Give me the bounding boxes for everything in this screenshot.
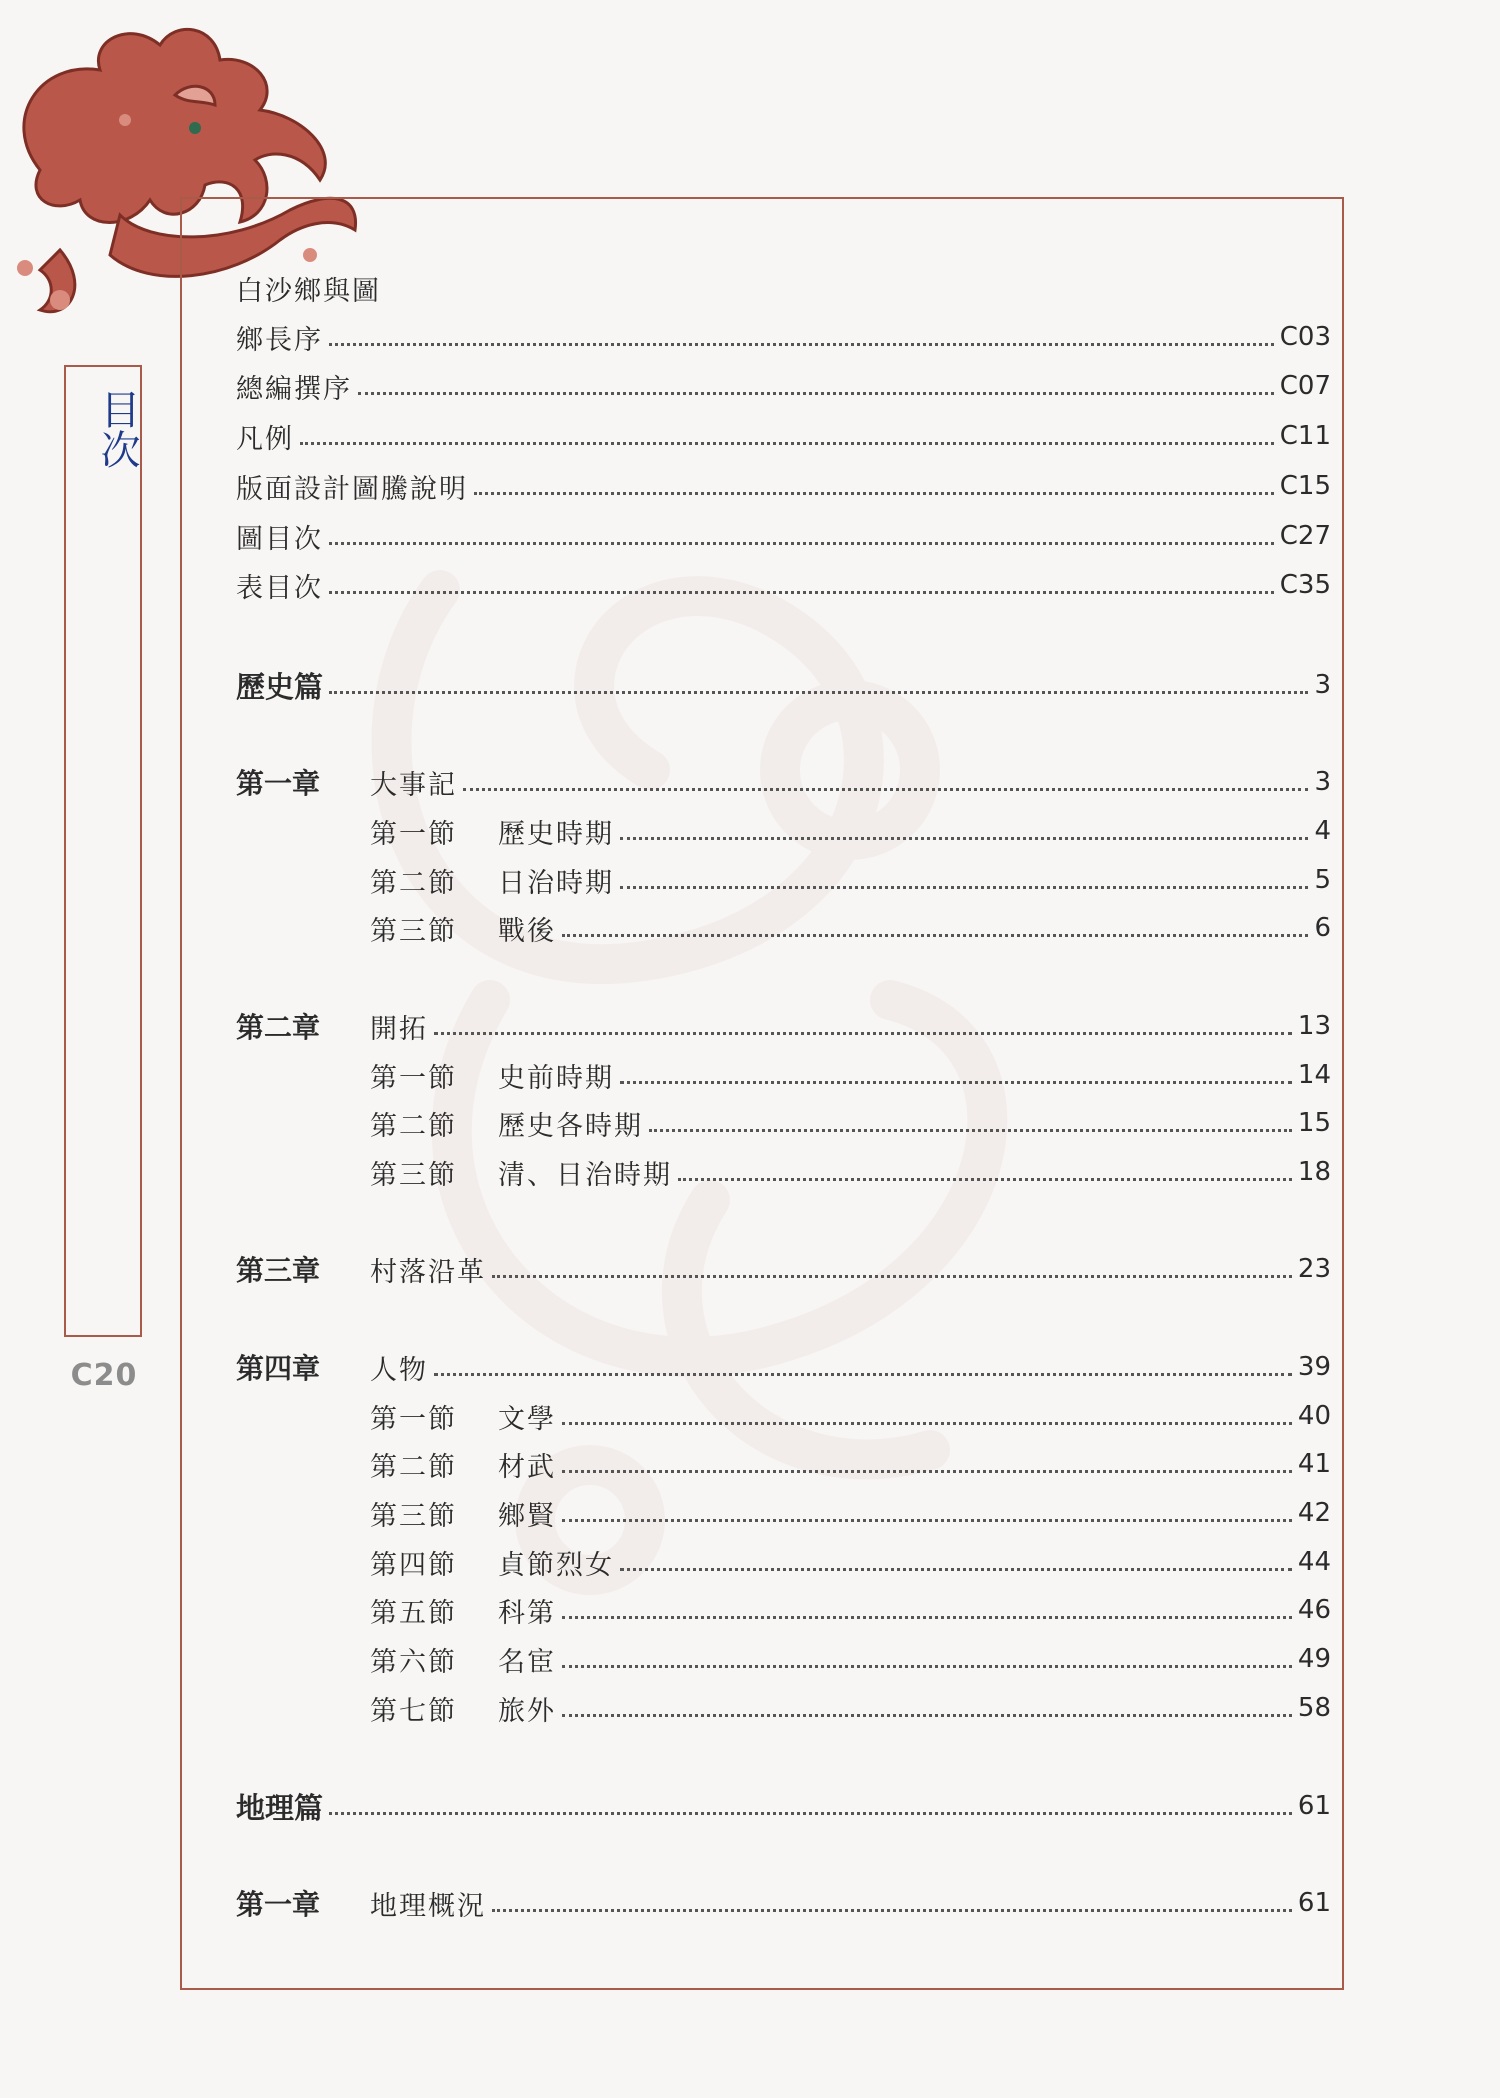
dot-leader [492,1273,1292,1278]
chapter-title: 村落沿革 [370,1256,486,1288]
toc-entry-title: 鄉長序 [236,324,323,356]
dot-leader [649,1127,1292,1132]
toc-chapter[interactable] [236,1249,1331,1289]
toc-entry-title: 表目次 [236,572,323,604]
page-number: C20 [70,1358,138,1393]
toc-chapter[interactable] [236,1006,1331,1046]
side-label: 目次 [94,389,140,469]
section-title: 歷史時期 [498,818,614,850]
chapter-title: 大事記 [370,769,457,801]
toc-entry-page: 4 [1314,816,1331,846]
chapter-number: 第一章 [236,1888,321,1921]
toc-entry-page: C03 [1279,322,1331,352]
toc-entry-title: 版面設計圖騰說明 [236,473,468,505]
dot-leader [434,1371,1292,1376]
section-title: 史前時期 [498,1062,614,1094]
toc-part[interactable] [236,665,1331,705]
toc-entry-page: 6 [1314,913,1331,943]
dot-leader [620,1566,1292,1571]
toc-part-title: 地理篇 [236,1790,324,1825]
dot-leader [562,1663,1292,1668]
section-number: 第一節 [370,1062,457,1094]
toc-entry-page: C35 [1279,570,1331,600]
toc-section[interactable] [236,1152,1331,1192]
toc-entry-page: C11 [1279,421,1331,451]
chapter-number: 第四章 [236,1352,321,1385]
toc-section[interactable] [236,1493,1331,1533]
toc-entry-page: 58 [1297,1693,1331,1723]
section-number: 第三節 [370,1500,457,1532]
toc-entry[interactable] [236,366,1331,406]
toc-entry-page: C15 [1279,471,1331,501]
section-title: 材武 [498,1451,556,1483]
dot-leader [329,341,1274,346]
dot-leader [329,540,1274,545]
section-number: 第一節 [370,818,457,850]
toc-entry[interactable] [236,565,1331,605]
chapter-number: 第二章 [236,1011,321,1044]
toc-part[interactable] [236,1786,1331,1826]
toc-section[interactable] [236,1542,1331,1582]
side-label-box [64,365,142,1337]
section-number: 第六節 [370,1646,457,1678]
toc-entry-page: 41 [1297,1449,1331,1479]
toc-entry[interactable] [236,416,1331,456]
toc-section[interactable] [236,1688,1331,1728]
section-title: 名宦 [498,1646,556,1678]
section-title: 清、日治時期 [498,1159,672,1191]
section-number: 第一節 [370,1403,457,1435]
section-title: 旅外 [498,1695,556,1727]
dot-leader [329,1810,1292,1815]
section-title: 歷史各時期 [498,1110,643,1142]
dot-leader [434,1030,1292,1035]
toc-entry-title: 凡例 [236,423,294,455]
section-number: 第二節 [370,867,457,899]
toc-entry-page: 3 [1314,670,1331,700]
toc-entry-page: 3 [1314,767,1331,797]
toc-section[interactable] [236,1103,1331,1143]
chapter-title: 開拓 [370,1013,428,1045]
toc-entry-page: 40 [1297,1401,1331,1431]
chapter-title: 地理概況 [370,1890,486,1922]
section-title: 科第 [498,1597,556,1629]
toc-part-title: 歷史篇 [236,669,324,704]
dot-leader [300,440,1274,445]
section-number: 第二節 [370,1110,457,1142]
toc-entry-page: 18 [1297,1157,1331,1187]
toc-chapter[interactable] [236,1883,1331,1923]
toc-section[interactable] [236,908,1331,948]
dot-leader [678,1176,1292,1181]
toc-entry-page: 42 [1297,1498,1331,1528]
dot-leader [474,490,1274,495]
toc-entry-page: 14 [1297,1060,1331,1090]
dot-leader [329,689,1308,694]
dot-leader [562,1468,1292,1473]
toc-section[interactable] [236,860,1331,900]
toc-entry[interactable] [236,268,1331,308]
toc-entry-page: C27 [1279,521,1331,551]
toc-entry-page: 61 [1297,1791,1331,1821]
section-number: 第七節 [370,1695,457,1727]
section-title: 日治時期 [498,867,614,899]
section-number: 第三節 [370,915,457,947]
toc-entry-page: 5 [1314,865,1331,895]
toc-section[interactable] [236,1639,1331,1679]
dot-leader [329,589,1274,594]
dot-leader [358,390,1274,395]
section-title: 戰後 [498,915,556,947]
toc-entry-page: 39 [1297,1352,1331,1382]
toc-entry[interactable] [236,466,1331,506]
toc-entry-page: 44 [1297,1547,1331,1577]
section-title: 貞節烈女 [498,1549,614,1581]
dot-leader [562,1517,1292,1522]
dot-leader [562,1420,1292,1425]
section-title: 鄉賢 [498,1500,556,1532]
section-number: 第三節 [370,1159,457,1191]
chapter-number: 第三章 [236,1254,321,1287]
chapter-title: 人物 [370,1354,428,1386]
toc-entry-page: 49 [1297,1644,1331,1674]
toc-entry-title: 白沙鄉與圖 [236,275,381,307]
toc-entry-title: 圖目次 [236,523,323,555]
section-number: 第五節 [370,1597,457,1629]
toc-section[interactable] [236,811,1331,851]
section-title: 文學 [498,1403,556,1435]
toc-entry-page: 61 [1297,1888,1331,1918]
toc-section[interactable] [236,1590,1331,1630]
dot-leader [492,1907,1292,1912]
section-number: 第二節 [370,1451,457,1483]
toc-entry-page: 15 [1297,1108,1331,1138]
toc-entry[interactable] [236,516,1331,556]
toc-section[interactable] [236,1396,1331,1436]
toc-section[interactable] [236,1055,1331,1095]
dot-leader [620,835,1308,840]
toc-entry-page: 46 [1297,1595,1331,1625]
toc-chapter[interactable] [236,762,1331,802]
toc-entry-page: C07 [1279,371,1331,401]
dot-leader [463,786,1308,791]
toc-entry-page: 13 [1297,1011,1331,1041]
section-number: 第四節 [370,1549,457,1581]
dot-leader [620,1079,1292,1084]
dot-leader [562,932,1308,937]
toc-chapter[interactable] [236,1347,1331,1387]
toc-section[interactable] [236,1444,1331,1484]
dot-leader [620,884,1308,889]
chapter-number: 第一章 [236,767,321,800]
dot-leader [562,1712,1292,1717]
toc-entry-page: 23 [1297,1254,1331,1284]
toc-entry[interactable] [236,317,1331,357]
toc-entry-title: 總編撰序 [236,373,352,405]
dot-leader [562,1614,1292,1619]
